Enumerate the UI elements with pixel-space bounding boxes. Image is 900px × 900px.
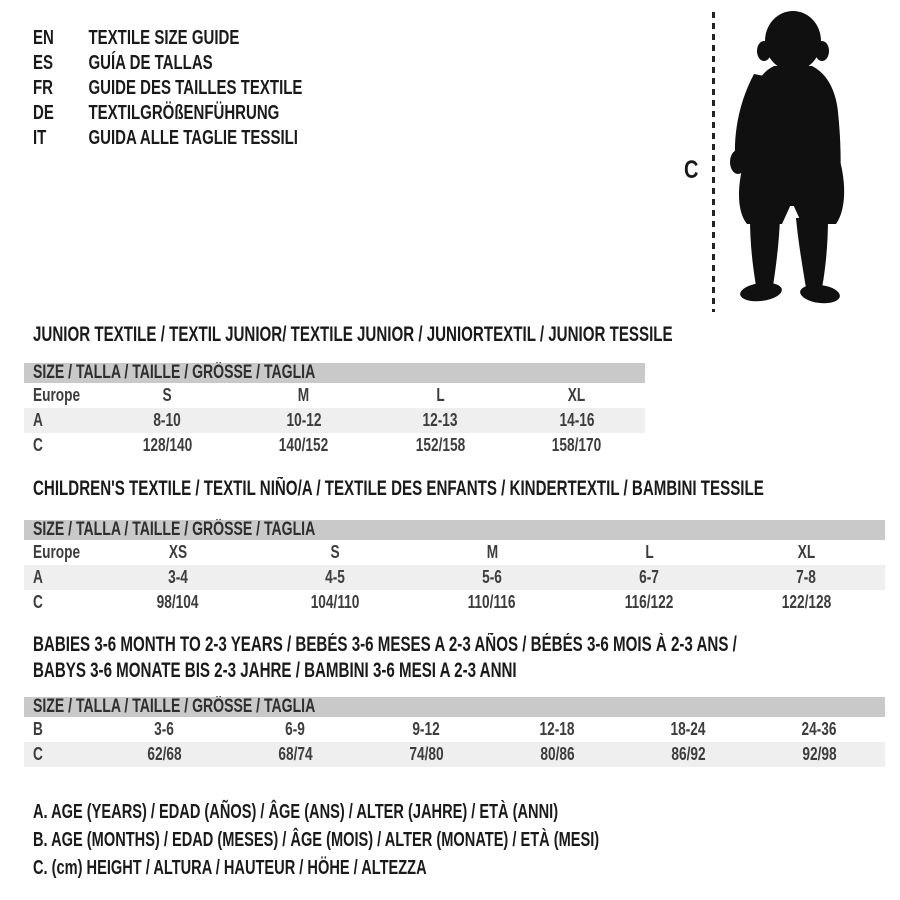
- language-label: GUIDA ALLE TAGLIE TESSILI: [88, 127, 298, 149]
- language-label: GUÍA DE TALLAS: [88, 52, 213, 74]
- children-table: [24, 520, 885, 615]
- cell: 8-10: [153, 410, 181, 430]
- junior-table-title: JUNIOR TEXTILE / TEXTIL JUNIOR/ TEXTILE JUNIOR / JUNIORTEXTIL / JUNIOR TESSILE: [33, 323, 673, 346]
- cell: S: [330, 542, 340, 562]
- height-dotted-line: [712, 12, 715, 312]
- cell: 14-16: [559, 410, 595, 430]
- language-code: EN: [33, 27, 54, 49]
- language-label: TEXTILE SIZE GUIDE: [88, 27, 240, 49]
- legend-line-c: C. (cm) HEIGHT / ALTURA / HAUTEUR / HÖHE / ALTEZZA: [33, 857, 427, 879]
- cell: 62/68: [147, 744, 182, 764]
- cell: 18-24: [670, 719, 706, 739]
- cell: 12-18: [539, 719, 575, 739]
- size-header-label: SIZE / TALLA / TAILLE / GRÖSSE / TAGLIA: [33, 362, 316, 383]
- language-row: [33, 101, 302, 126]
- cell: L: [645, 542, 654, 562]
- babies-title-line1: BABIES 3-6 MONTH TO 2-3 YEARS / BEBÉS 3-6 MESES A 2-3 AÑOS / BÉBÉS 3-6 MOIS À 2-3 ANS /: [33, 633, 737, 656]
- cell: 98/104: [156, 592, 199, 612]
- table-row: [24, 590, 885, 615]
- row-label: Europe: [33, 542, 81, 562]
- babies-table-title: [33, 632, 737, 684]
- cell: 5-6: [482, 567, 502, 587]
- cell: 74/80: [409, 744, 444, 764]
- cell: 140/152: [279, 435, 329, 455]
- baby-silhouette-icon: [722, 10, 854, 304]
- table-row: [24, 408, 645, 433]
- language-label: TEXTILGRÖßENFÜHRUNG: [88, 102, 280, 124]
- size-header-label: SIZE / TALLA / TAILLE / GRÖSSE / TAGLIA: [33, 519, 316, 540]
- size-header-bar: [24, 363, 645, 383]
- cell: XL: [797, 542, 816, 562]
- cell: 24-36: [801, 719, 837, 739]
- table-row: [24, 433, 645, 458]
- row-label: A: [33, 410, 43, 430]
- babies-title-line2: BABYS 3-6 MONATE BIS 2-3 JAHRE / BAMBINI 3-6 MESI A 2-3 ANNI: [33, 659, 517, 682]
- cell: 122/128: [781, 592, 832, 612]
- cell: 104/110: [310, 592, 360, 612]
- language-code: IT: [33, 127, 47, 149]
- cell: 110/116: [468, 592, 516, 612]
- row-label: A: [33, 567, 43, 587]
- language-list: [33, 26, 302, 151]
- language-code: DE: [33, 102, 54, 124]
- cell: 4-5: [324, 567, 345, 587]
- cell: 128/140: [142, 435, 192, 455]
- cell: 3-4: [167, 567, 188, 587]
- language-code: FR: [33, 77, 54, 99]
- cell: S: [162, 385, 172, 405]
- junior-table: [24, 363, 645, 458]
- language-label: GUIDE DES TAILLES TEXTILE: [88, 77, 303, 99]
- size-header-label: SIZE / TALLA / TAILLE / GRÖSSE / TAGLIA: [33, 696, 316, 717]
- cell: 6-9: [285, 719, 306, 739]
- language-row: [33, 51, 302, 76]
- cell: XS: [168, 542, 187, 562]
- language-row: [33, 126, 302, 151]
- table-row: [24, 540, 885, 565]
- cell: 86/92: [671, 744, 706, 764]
- cell: 80/86: [540, 744, 575, 764]
- size-header-bar: [24, 697, 885, 717]
- row-label: C: [33, 744, 43, 764]
- cell: 9-12: [412, 719, 441, 739]
- cell: 152/158: [415, 435, 465, 455]
- cell: 3-6: [154, 719, 175, 739]
- measurement-legend: [33, 801, 599, 885]
- cell: 6-7: [639, 567, 660, 587]
- legend-line-b: B. AGE (MONTHS) / EDAD (MESES) / ÂGE (MOIS) / ALTER (MONATE) / ETÀ (MESI): [33, 829, 600, 851]
- cell: L: [436, 385, 445, 405]
- legend-line-a: A. AGE (YEARS) / EDAD (AÑOS) / ÂGE (ANS) / ALTER (JAHRE) / ETÀ (ANNI): [33, 801, 559, 823]
- table-row: [24, 742, 885, 767]
- babies-table: [24, 697, 885, 767]
- table-row: [24, 383, 645, 408]
- row-label: Europe: [33, 385, 81, 405]
- cell: 158/170: [552, 435, 602, 455]
- language-row: [33, 76, 302, 101]
- row-label: C: [33, 592, 43, 612]
- children-table-title: CHILDREN'S TEXTILE / TEXTIL NIÑO/A / TEXTILE DES ENFANTS / KINDERTEXTIL / BAMBINI TESSILE: [33, 477, 764, 500]
- row-label: B: [33, 719, 43, 739]
- table-row: [24, 565, 885, 590]
- size-header-bar: [24, 520, 885, 540]
- language-row: [33, 26, 302, 51]
- language-code: ES: [33, 52, 54, 74]
- cell: 116/122: [624, 592, 674, 612]
- cell: M: [486, 542, 498, 562]
- height-measure-label: C: [684, 156, 699, 184]
- cell: 10-12: [286, 410, 322, 430]
- table-row: [24, 717, 885, 742]
- cell: M: [298, 385, 310, 405]
- cell: 92/98: [802, 744, 837, 764]
- cell: 12-13: [422, 410, 458, 430]
- cell: XL: [567, 385, 586, 405]
- row-label: C: [33, 435, 43, 455]
- cell: 7-8: [796, 567, 817, 587]
- cell: 68/74: [278, 744, 313, 764]
